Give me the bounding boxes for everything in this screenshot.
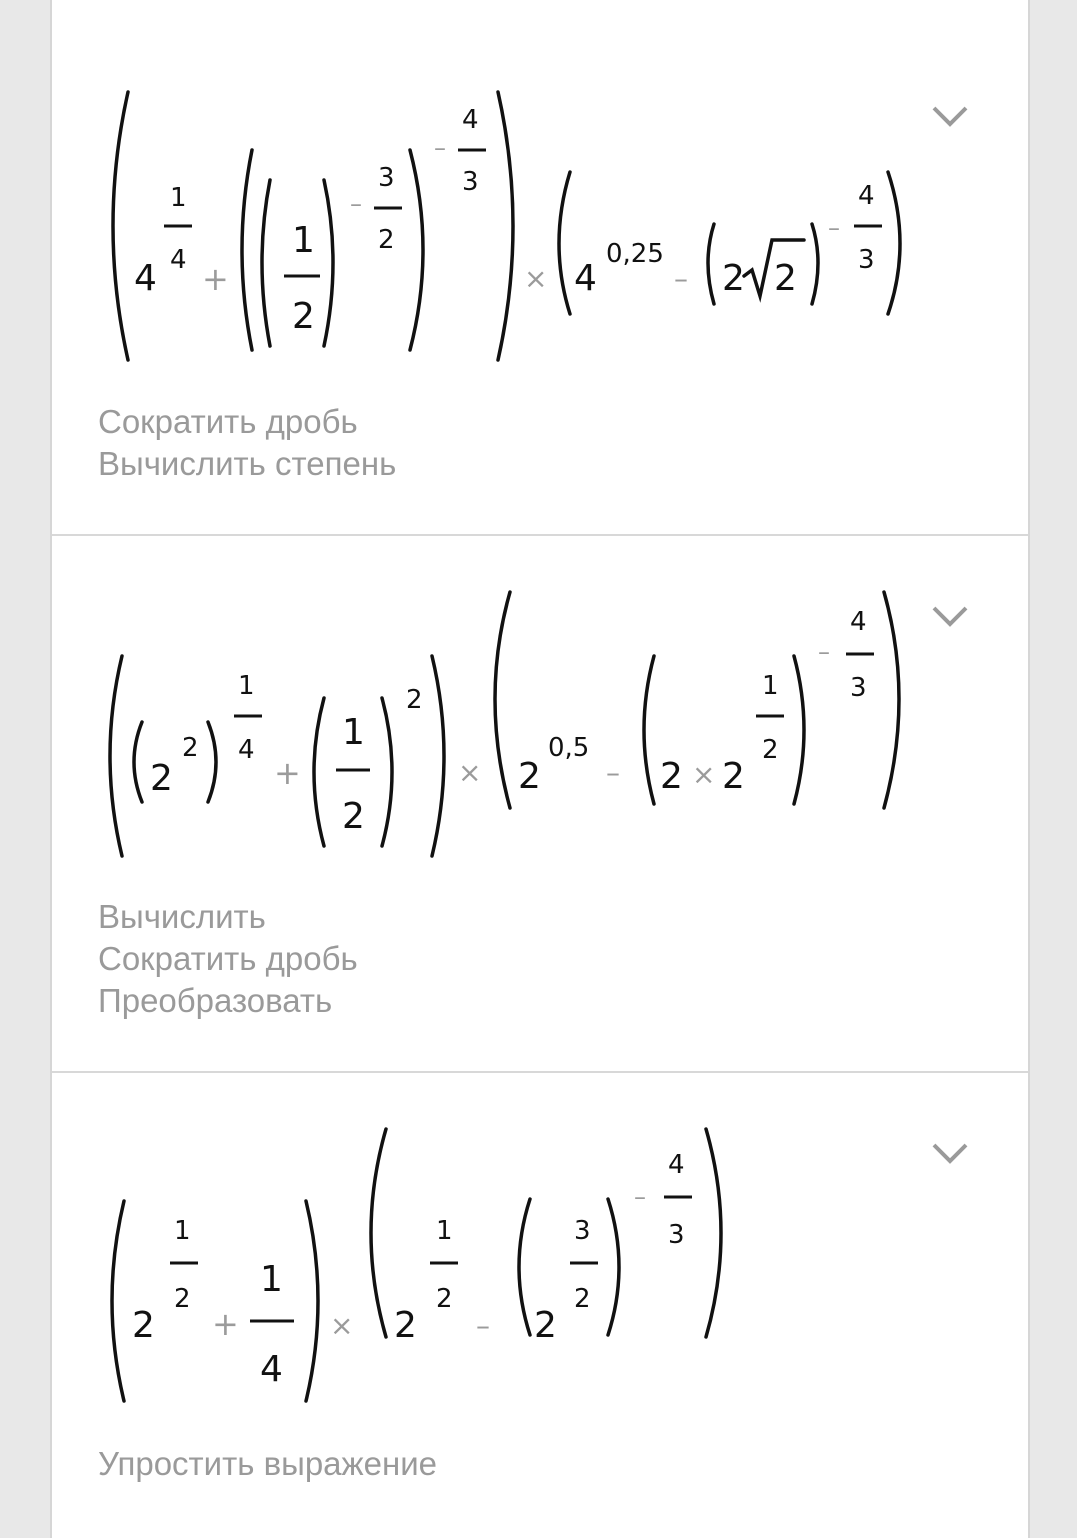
math-expression-step-2	[52, 536, 1028, 916]
chevron-down-icon[interactable]	[928, 102, 972, 132]
paren	[110, 656, 122, 856]
paren	[208, 722, 216, 802]
math-operator: –	[606, 756, 620, 789]
rule-link[interactable]: Преобразовать	[98, 982, 333, 1019]
solution-step-1	[52, 0, 1028, 536]
math-token: 2	[406, 685, 423, 715]
math-token: 4	[858, 181, 875, 211]
solution-steps-panel	[50, 0, 1030, 1538]
math-token: 1	[436, 1216, 453, 1246]
math-operator: ×	[458, 756, 482, 789]
math-token: 2	[292, 296, 315, 337]
rule-link[interactable]: Упростить выражение	[98, 1445, 437, 1482]
math-token: 2	[182, 733, 199, 763]
rule-link[interactable]: Вычислить	[98, 898, 266, 935]
paren	[371, 1129, 386, 1337]
math-token: 2	[774, 258, 797, 299]
paren	[314, 698, 324, 846]
paren	[324, 180, 333, 346]
math-token: 2	[378, 225, 395, 255]
math-token: 2	[574, 1284, 591, 1314]
chevron-down-icon[interactable]	[928, 1139, 972, 1169]
math-operator: –	[476, 1309, 490, 1342]
solution-step-3	[52, 1073, 1028, 1538]
math-token: 3	[462, 167, 479, 197]
math-token: 4	[850, 607, 867, 637]
math-token: 2	[342, 796, 365, 837]
paren	[812, 224, 818, 304]
paren	[498, 92, 513, 360]
math-token: 4	[238, 735, 255, 765]
paren	[306, 1201, 318, 1401]
rule-link[interactable]: Вычислить степень	[98, 445, 397, 482]
math-token: 4	[134, 258, 157, 299]
math-token: 2	[150, 758, 173, 799]
paren	[519, 1199, 530, 1335]
paren	[112, 1201, 124, 1401]
math-token: 1	[762, 671, 779, 701]
math-token: 3	[574, 1216, 591, 1246]
math-operator: –	[818, 638, 830, 666]
math-operator: ×	[330, 1309, 354, 1342]
math-token: 3	[850, 673, 867, 703]
paren	[644, 656, 654, 804]
paren	[794, 656, 804, 804]
math-token: 3	[858, 245, 875, 275]
math-operator: –	[434, 134, 446, 162]
math-token: 4	[668, 1150, 685, 1180]
math-token: 2	[722, 756, 745, 797]
paren	[262, 180, 270, 346]
math-token: 1	[260, 1259, 283, 1300]
math-token: 2	[132, 1305, 155, 1346]
paren	[410, 150, 423, 350]
math-token: 2	[534, 1305, 557, 1346]
paren	[888, 172, 900, 314]
math-token: 0,25	[606, 239, 664, 269]
paren	[432, 656, 444, 856]
math-operator: +	[212, 1305, 239, 1343]
rule-link[interactable]: Сократить дробь	[98, 940, 358, 977]
math-operator: ×	[524, 262, 548, 295]
math-operator: –	[634, 1183, 646, 1211]
math-operator: –	[350, 190, 362, 218]
rule-link[interactable]: Сократить дробь	[98, 403, 358, 440]
math-token: 1	[342, 712, 365, 753]
math-operator: +	[202, 260, 229, 298]
math-token: 2	[174, 1284, 191, 1314]
chevron-down-icon[interactable]	[928, 602, 972, 632]
math-token: 3	[378, 163, 395, 193]
math-token: 4	[462, 105, 479, 135]
math-token: 2	[436, 1284, 453, 1314]
paren	[113, 92, 128, 360]
paren	[884, 592, 899, 808]
paren	[706, 1129, 721, 1337]
math-token: 2	[518, 756, 541, 797]
math-token: 4	[574, 258, 597, 299]
math-token: 4	[260, 1349, 283, 1390]
math-token: 1	[174, 1216, 191, 1246]
math-token: 0,5	[548, 733, 590, 763]
math-operator: ×	[692, 758, 716, 791]
math-token: 3	[668, 1220, 685, 1250]
math-token: 1	[170, 183, 187, 213]
solution-step-2	[52, 536, 1028, 1073]
paren	[608, 1199, 619, 1335]
math-expression-step-3	[52, 1073, 1028, 1413]
math-token: 2	[762, 735, 779, 765]
math-operator: –	[828, 214, 840, 242]
math-expression-step-1	[52, 0, 1028, 380]
rules-list	[98, 896, 358, 1022]
math-token: 2	[660, 756, 683, 797]
paren	[382, 698, 392, 846]
math-operator: –	[674, 262, 688, 295]
math-token: 4	[170, 245, 187, 275]
math-token: 1	[238, 671, 255, 701]
paren	[559, 172, 570, 314]
rules-list	[98, 1443, 437, 1485]
math-operator: +	[274, 754, 301, 792]
paren	[242, 150, 252, 350]
rules-list	[98, 401, 396, 485]
paren	[495, 592, 510, 808]
paren	[134, 722, 142, 802]
math-token: 2	[394, 1305, 417, 1346]
math-token: 2	[722, 258, 745, 299]
math-token: 1	[292, 220, 315, 261]
paren	[708, 224, 714, 304]
